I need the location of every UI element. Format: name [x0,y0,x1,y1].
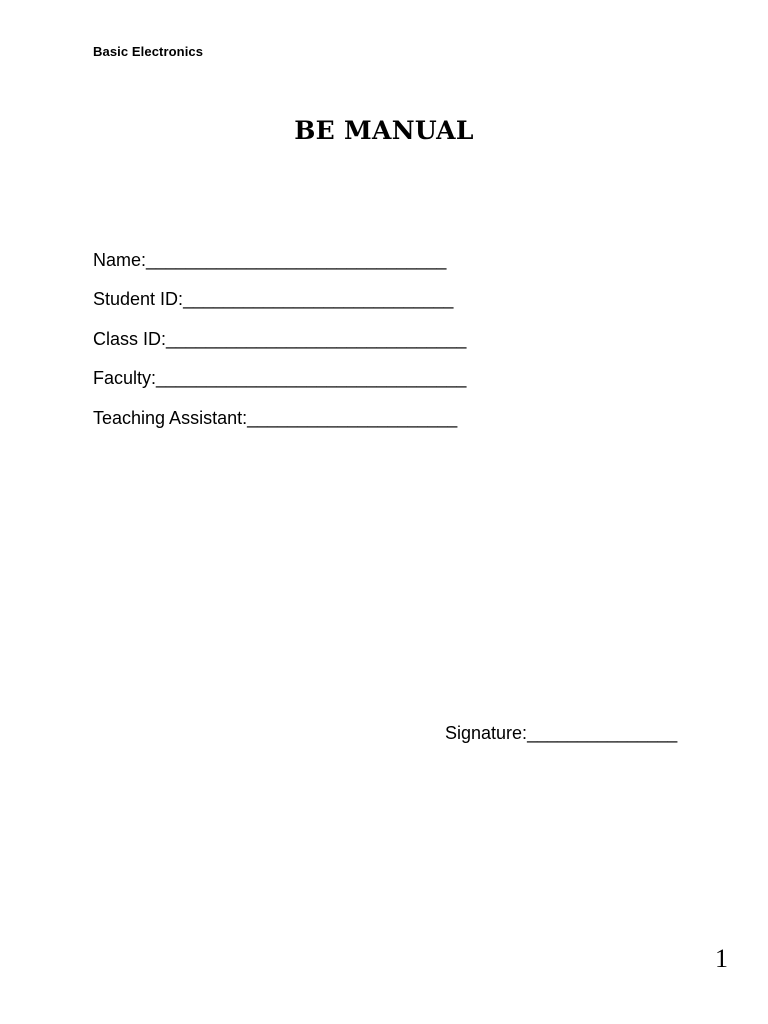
faculty-field [93,368,466,389]
teaching-assistant-label: Teaching Assistant: [93,408,248,428]
page-number: 1 [715,944,728,973]
faculty-blank-line: _______________________________ [156,368,467,388]
name-blank-line: ______________________________ [146,250,447,270]
class-id-label: Class ID: [93,329,167,349]
signature-blank-line: _______________ [527,723,678,743]
name-field [93,250,446,271]
student-id-blank-line: ___________________________ [183,289,454,309]
page-title: BE MANUAL [294,116,474,145]
class-id-blank-line: ______________________________ [166,329,467,349]
name-label: Name: [93,250,147,270]
running-header: Basic Electronics [93,44,204,59]
faculty-label: Faculty: [93,368,157,388]
student-id-label: Student ID: [93,289,184,309]
teaching-assistant-field [93,408,457,429]
class-id-field [93,329,466,350]
teaching-assistant-blank-line: _____________________ [247,408,458,428]
signature-field [445,723,677,744]
student-id-field [93,289,453,310]
signature-label: Signature: [445,723,528,743]
